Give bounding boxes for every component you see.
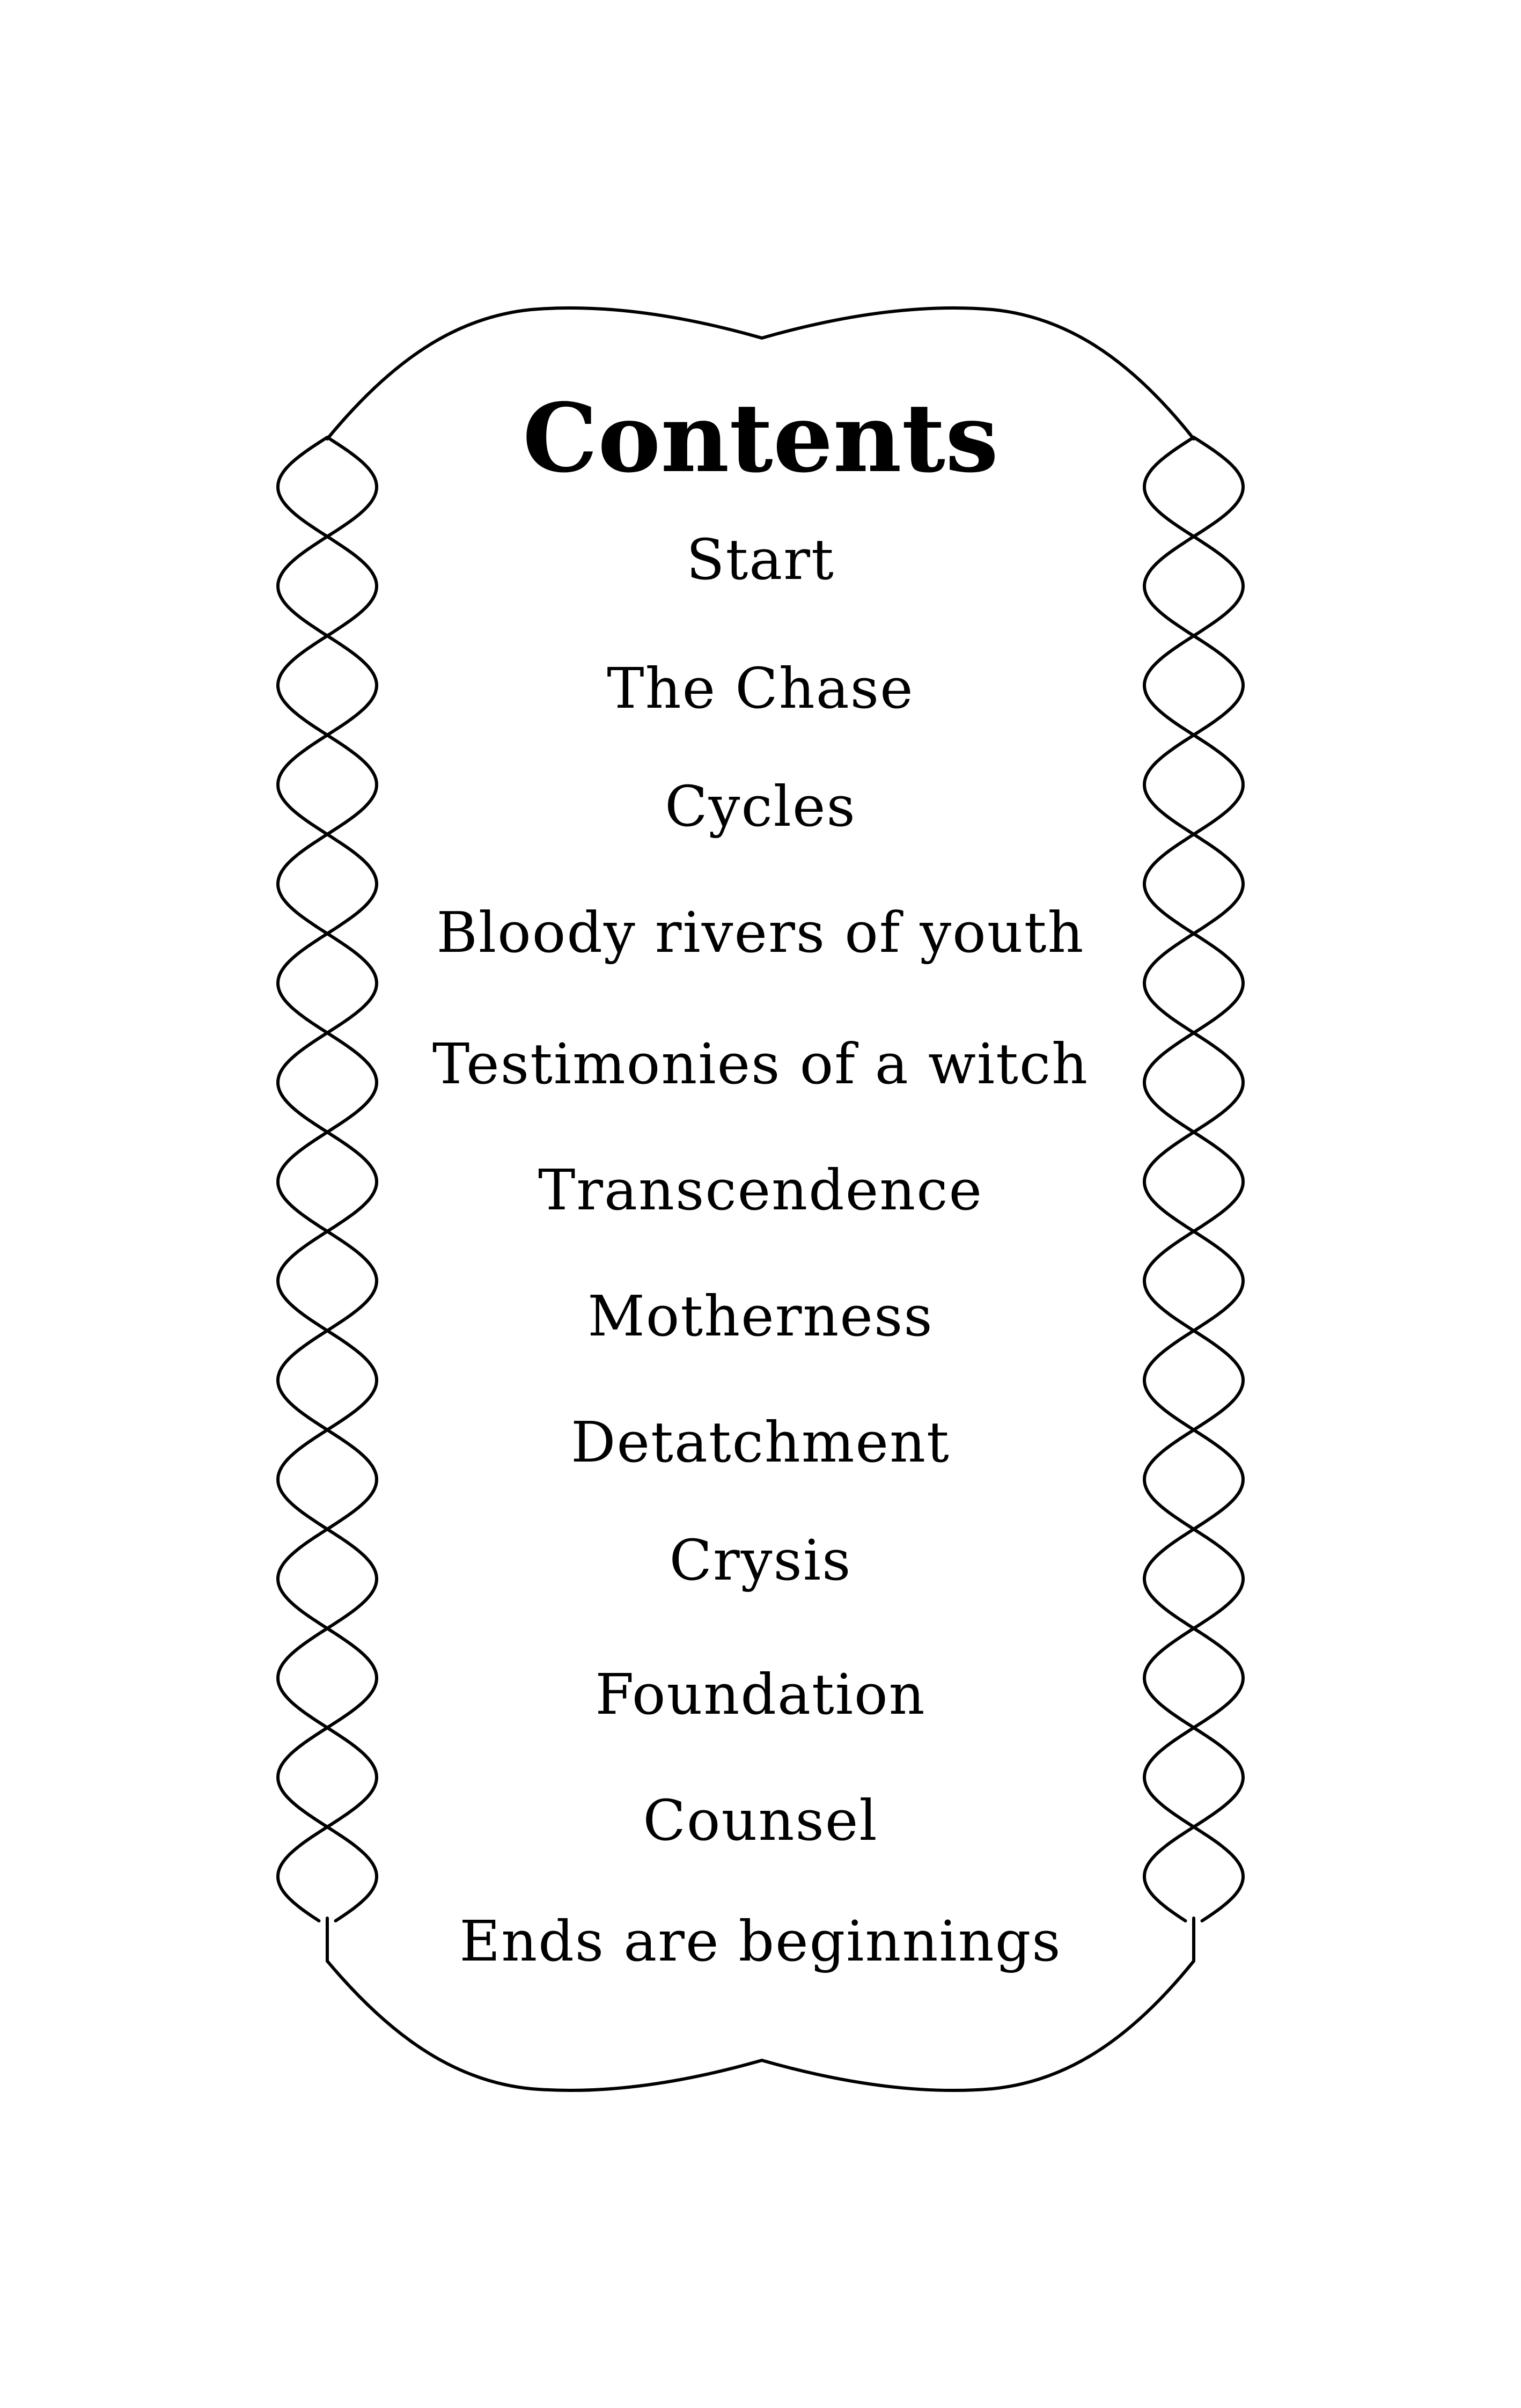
toc-entry: Crysis xyxy=(669,1528,852,1593)
toc-entry: Cycles xyxy=(665,774,856,839)
toc-entry: Foundation xyxy=(595,1662,926,1727)
toc-entry: Counsel xyxy=(643,1788,878,1853)
toc-entry: Detatchment xyxy=(571,1409,950,1475)
page-title: Contents xyxy=(522,383,999,494)
toc-entry: Bloody rivers of youth xyxy=(436,900,1085,965)
toc-entry: Motherness xyxy=(587,1283,934,1349)
toc-entry: Testimonies of a witch xyxy=(432,1031,1089,1097)
toc-entry: Transcendence xyxy=(538,1157,983,1223)
toc-entry: The Chase xyxy=(607,656,914,721)
toc-entry: Ends are beginnings xyxy=(459,1908,1062,1974)
toc-entry: Start xyxy=(686,527,835,592)
